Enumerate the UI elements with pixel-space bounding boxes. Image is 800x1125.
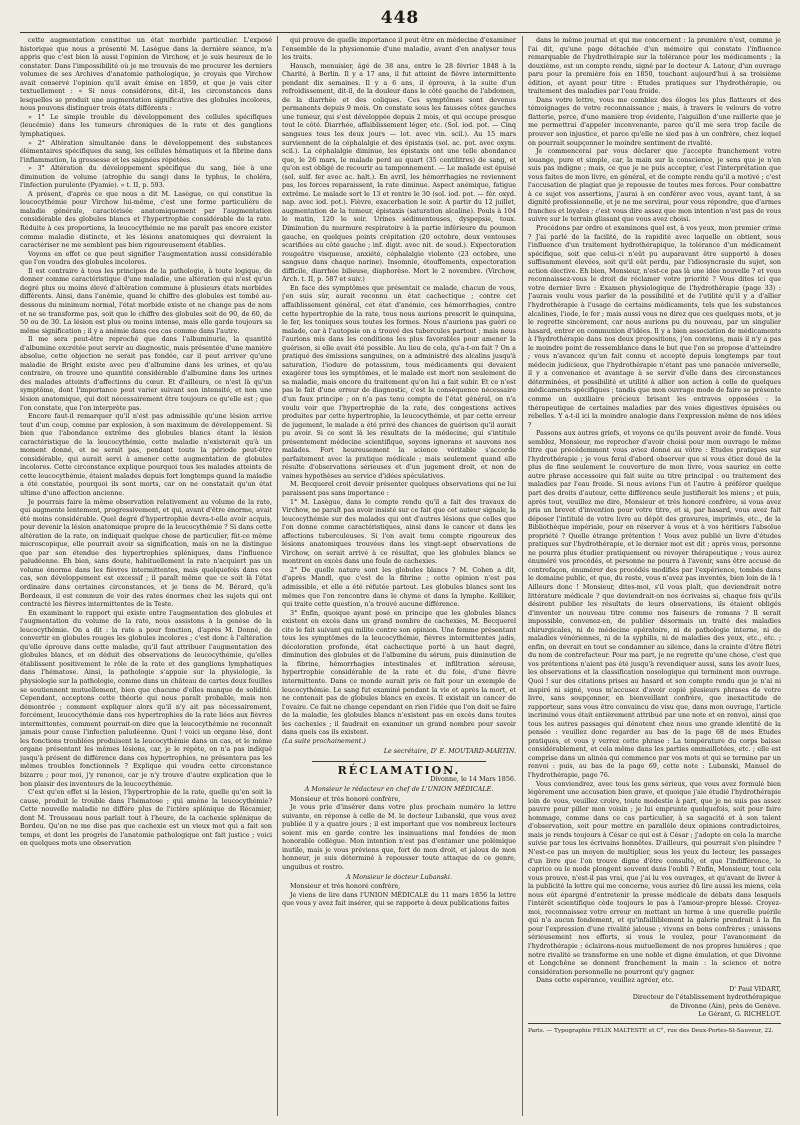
column-1 (20, 36, 272, 1114)
paragraph: Dans votre lettre, vous me comblez des éloges les plus flatteurs et des témoignages de votre reconnaissance ; mais, à travers le velours de votre flatterie, perce, d'une manière trop évidente, l'aiguillon d'une raillerie que je me permettrai d'appeler inconvenante, parce qu'il me sera trop facile de prouver son injustice, et parce qu'elle ne sied pas à un confrère, chez lequel on pourrait soupçonner le moindre sentiment de rivalité. (528, 95, 781, 147)
paragraph: Je vous prie d'insérer dans votre plus prochain numéro la lettre suivante, en réponse à celle de M. le docteur Lubanski, que vous avez publiée il y a quatre jours ; il est important que vos nombreux lecteurs soient mis en garde contre les insinuations mal fondées de mon honorable collègue. Mon intention n'est pas d'entamer une polémique inutile, mais je vous préviens que, fort de mon droit, et jaloux de mon honneur, je suis déterminé à repousser toute attaque de ce genre, unguibus et rostro. (282, 803, 516, 871)
paragraph: Je viens de lire dans l'UNION MÉDICALE du 11 mars 1856 la lettre que vous y avez fait insérer, qui se rapporte à deux publications faites (282, 890, 516, 908)
column-2 (282, 36, 516, 1114)
paragraph: Hausch, menuisier, âgé de 38 ans, entre le 28 février 1848 à la Charité, à Berlin. Il y a 17 ans, il fut atteint de fièvre intermittente pendant dix semaines. Il y a 6 ans, il éprouva, à la suite d'un refroidissement, dit-il, de la douleur dans le côté gauche de l'abdomen, de la diarrhée et des coliques. Ces symptômes sont devenus permanents depuis 9 mois. On constate sous les fausses côtes gauches une tumeur, qui s'est développée depuis 2 mois, et qui occupe presque tout le côté. Diarrhée, affaiblissement léger, etc. (Sol. iod. pot. — Cinq sangsues tous les deux jours — lot. avec vin. scil.). Au 15 mars surviennent de la céphalalgie et des épistaxis (sol. ac. pot. avec oxym. scil.). La céphalalgie diminue, les épistaxis ont une telle abondance que, le 26 mars, le malade perd au quart (35 centilitres) de sang, et qu'on est obligé de recourir au tamponnement. — Le malade est épuisé (sol. sulf. fer avec ac. halt.). En avril, les hémorrhagies ne reviennent pas, les forces reparaissent, la rate diminue. Aspect anémique, fatigue extrême. Le malade sort le 13 et rentre le 30 (sol. iod. pot. — fér. oxyd. nap. avec iod. pot.). Fièvre, exacerbation le soir. A partir du 12 juillet, augmentation de la tumeur, épistaxis (saturation alcaline). Pouls à 104 le matin, 120 le soir. Urines sédimenteuses, dyspepsie, toux. Diminution du murmure respiratoire à la partie inférieure du poumon gauche, en quelques points crépitation (20 octobre, deux ventouses scarifiées au côté gauche ; inf. digit. avec nit. de soud.). Expectoration rougeâtre visqueuse, anxiété, céphalalgie violente (23 octobre, une sangsue dans chaque narine). Insomnie, étouffements, expectoration difficile, diarrhée bilieuse, diaphorèse. Mort le 2 novembre. (Virchow, Arch. t. II, p. 587 et suiv.) (282, 61, 516, 284)
footer-rule (528, 1023, 781, 1024)
paragraph: Procédons par ordre et examinons quel est, à vos yeux, mon premier crime ? J'ai parlé de la facilité, de la rapidité avec laquelle on obtient, sous l'influence d'un traitement hydrothérapique, la tolérance d'un médicament spécifique, soit que celui-ci n'eût pu auparavant être supporté à doses suffisamment élevées, soit qu'il eût perdu, par l'idiosyncrasie du sujet, son action élective. Eh bien, Monsieur, n'est-ce pas là une idée nouvelle ? et vous reconnaissez-vous le droit de réclamer votre priorité ? Vous dites ici que votre dernier livre : Examen physiologique de l'hydrothérapie (page 33) : J'aurais voulu vous parler de la possibilité et de l'utilité qu'il y a d'allier l'hydrothérapie à l'usage de certains médicaments, tels que les substances alcalines, l'iode, le fer ; mais aussi vous ne direz que ces quelques mots, et je le regrette sincèrement, car nous aurions pu du nouveau, par un singulier hasard, entrer en communion d'idées. Il y a bien association de médicaments à l'hydrothérapie dans nos deux propositions, j'en conviens, mais il n'y a pas le moindre point de ressemblance dans le but que l'on se propose d'atteindre ; vous n'avancez qu'un fait connu et accepté depuis longtemps par tout médecin judicieux, que l'hydrothérapie n'étant pas une panacée universelle, il y a convenance et avantage à se servir d'elle dans des circonstances déterminées, et possibilité et utilité à allier son action à celle de quelques médicaments spécifiques ; tandis que mon ouvrage mode de faire se présente comme un auxiliaire précieux brisant les entraves opposées : la thérapeutique de certaines maladies par des voies digestives épuisées ou rebelles. Y a-t-il ici la moindre analogie dans l'expression même de nos idées ? (528, 224, 781, 429)
paragraph: cette augmentation constitue un état morbide particulier. L'exposé historique que nous a présenté M. Lasègue dans la dernière séance, m'a appris que c'est bien là aussi l'opinion de Virchow, et je suis heureux de le constater. Dans l'impossibilité où je me trouvais de me procurer les derniers volumes de ses Archives d'anatomie pathologique, je croyais que Virchow avait conservé l'opinion qu'il avait émise en 1859, et que je vais citer textuellement : « Si nous considérons, dit-il, les circonstances dans lesquelles se produit une augmentation significative des globules incolores, nous pouvons distinguer trois états différents : (20, 36, 272, 113)
paragraph: Voyons en effet ce que peut signifier l'augmentation aussi considérable que l'on voudra des globules incolores. (20, 249, 272, 267)
paragraph: 1° M. Lasègue, dans le compte rendu qu'il a fait des travaux de Virchow, ne paraît pas avoir insisté sur ce fait que cet auteur signale, la leucocythémie sur des malades qui ont d'autres lésions que celles que l'on donne comme caractéristiques, ainsi dans le cancer et dans les affections tuberculeuses. Si l'on avait tenu compte rigoureux des lésions anatomiques trouvées dans les vingt-sept observations de Virchow, on serait arrivé à ce résultat, que les globules blancs se montrent en excès dans une foule de cachexies. (282, 497, 516, 566)
salutation: Monsieur et très honoré confrère, (290, 882, 401, 891)
paragraph: Il est contraire à tous les principes de la pathologie, à toute logique, de donner comme caractéristique d'une maladie, une altération qui n'est qu'un degré plus ou moins élevé d'altération commune à plusieurs états morbides différents. Ainsi, dans l'anémie, quand le chiffre des globules est tombé au-dessous du minimum normal, l'état morbide existe et ne change pas de nom et ne se transforme pas, soit que le chiffre des globules soit de 90, de 60, de 50 ou de 30. La lésion est plus ou moins intense, mais elle garde toujours sa même signification ; il y a anémie dans ces cas comme dans l'autre. (20, 266, 272, 335)
signature-title: Directeur de l'établissement hydrothérapique (632, 993, 781, 1002)
header-rule (20, 32, 780, 33)
column-rule-2 (522, 36, 523, 1116)
paragraph: En examinant le rapport qui existe entre l'augmentation des globules et l'augmentation du volume de la rate, nous assistons à la genèse de la leucocythémie. On a dit : la rate a pour fonction, d'après M. Donné, de convertir en globules rouges les globules incolores ; c'est donc à l'altération qu'elle éprouve dans cette maladie, qu'il faut attribuer l'augmentation des globules blancs, et on déduit des observations de leucocythémie, qu'elles établissent positivement le rôle de la rate et des ganglions lymphatiques dans l'hématose. Ainsi, la pathologie s'appuie sur la physiologie, la physiologie sur la pathologie, comme dans un château de cartes deux feuilles se soutiennent mutuellement, bien que chacune d'elles manque de solidité. Cependant, acceptons cette théorie qui nous paraît probable, mais non démontrée ; comment expliquer alors qu'il n'y ait pas nécessairement, forcément, leucocythémie dans ces hypertrophies de la rate liées aux fièvres intermittentes, comment pourrait-on dire que la leucocythémie ne reconnaît jamais pour cause l'infection paludéenne. Quoi ! voici un organe lésé, dont les fonctions troublées produisent la leucocythémie dans un cas, et le même organe présentant les mêmes lésions, car, je le répète, on n'a pas indiqué jusqu'à présent de différence dans ces hypertrophies, ne présentera pas les mêmes troubles fonctionnels ? Explique qui voudra cette circonstance bizarre ; pour moi, j'y renonce, car je n'y trouve d'autre explication que le bon plaisir des inventeurs de la leucocythémie. (20, 608, 272, 788)
secretary-signature: Le secrétaire, D' E. MOUTARD-MARTIN. (383, 747, 516, 756)
paragraph: C'est qu'en effet si la lésion, l'hypertrophie de la rate, quelle qu'en soit la cause, produit le trouble dans l'hématose ; qui amène la leucocythémie? Cette nouvelle maladie ne différe plus de l'ictère splénique de Récamier, dont M. Trousseau nous parlait tout à l'heure, de la cachexie splénique de Bordeu. Qu'on ne me dise pas que cachexie est un vieux mot qui a fait son temps, et dont les progrès de l'anatomie pathologique ont fait justice ; voici en quelques mots une observation (20, 788, 272, 848)
section-divider (312, 761, 486, 762)
dateline: Divonne, le 14 Mars 1856. (430, 775, 516, 784)
paragraph: A présent, d'après ce que nous a dit M. Lasègue, ce qui constitue la leucocythémie pour Virchow lui-même, c'est une forme particulière de maladie générale, caractérisée anatomiquement par l'augmentation considérable des globules blancs et l'hypertrophie considérable de la rate. Réduite à ces proportions, la leucocythémie ne me paraît pas encore exister comme maladie distincte, et les lésions anatomiques qui devraient la caractériser ne me semblent pas bien rigoureusement établies. (20, 189, 272, 250)
paragraph: Je pourrais faire la même observation relativement au volume de la rate, qui augmente lentement, progressivement, et qui, avant d'être énorme, avait été moins considérable. Quel degré d'hypertrophie devra-t-elle avoir acquis, pour devenir la lésion anatomique propre de la leucocythémie ? Si dans cette altération de la rate, on indiquait quelque chose de particulier, fût-ce même microscopique, elle pourrait avoir sa signification, mais on ne la distingue que par son étendue des hypertrophies spléniques, dans l'influence paludéenne. Eh bien, sans doute, habituellement la rate n'acquiert pas un volume énorme dans les fièvres intermittentes, mais quelquefois dans ces cas, son développement est excessif ; il paraît même que ce soit là l'état ordinaire dans certaines circonstances, et je tiens de M. Bérard, qu'à Bordeaux, il est commun de voir des rates énormes chez les sujets qui ont contracté les fièvres intermittentes de la Teste. (20, 497, 272, 609)
paragraph: Passons aux autres griefs, et voyons ce qu'ils peuvent avoir de fondé. Vous semblez, Monsieur, me reprocher d'avoir choisi pour mon ouvrage le même titre que précédemment vous aviez donné au vôtre : Etudes pratiques sur l'hydrothérapie ; je vous ferai d'abord observer que si vous étiez doué de la plus de fine seulement le couverture de mon livre, vous sauriez en cette autre phrase accessoire qui fait suite au titre principal : ou traitement des maladies par l'eau froide. Si nous avions l'un et l'autre à préférer quelque part des droits d'auteur, cette différence seule justifierait les miens ; et puis, après tout, veuillez me dire, Monsieur et très honoré confrère, si vous avez pris un brevet d'invention pour votre titre, et si, par hasard, vous avez fait déposer l'intitulé de votre livre au dépôt des gravures, imprimés, etc., de la Bibliothèque impériale, pour en réserver à vous et à vos héritiers l'absolue propriété ? Quelle étrange prétention ! Vous avez publié un livre d'études pratiques sur l'hydrothérapie, et le dernier mot est dit ; après vous, personne ne pourra plus étudier pratiquement ou revoyer thérapeutique ; vous aurez énuméré vos procédés, et personne ne pourra à l'avenir, sans être accusé de contrefaçon, énumérer des procédés modifiés par l'expérience, tombés dans le domaine public, et que, du reste, vous n'avez pas inventés, bien loin de là ! Ailleurs donc ! Monsieur, dites-moi, s'il vous plaît, que deviendrait notre littérature médicale ? que deviendrait-on nos écrivains si, chaque fois qu'ils désirent publier les résultats de leurs observations, ils étaient obligés d'inventer un nouveau titre comme nos faiseurs de romans ? Il serait impossible, convenez-en, de publier désormais un traité des maladies chirurgicales, ni de médecine opératoire, ni de pathologie interne, ni de maladies vénériennes, ni de la syphilis, ni de maladies des yeux, etc., etc. ; enfin, on devrait en tout se condamner au silence, dans la crainte d'être flétri du nom de contrefacteur. Pour ma part, je ne regrette qu'une chose, c'est que vos prétentions n'aient pas été jusqu'à revendiquer aussi, sans les avoir lues, les observations et la classification nosologique qui terminent mon ouvrage. Quoi ! sur des citations prises au hasard et son compte rendu que je n'ai ni inspiré ni signé, vous m'accusez d'avoir copié plusieurs phrases de votre livre, sans soupçonner, en bienveillant confrère, que inexactitude de rapporteur, sans vous être convaincu de visu que, dans mon ouvrage, l'article incriminé vous était entièrement attribué par une note et en renvoi, ainsi que tous les autres passages qui dénotent chez nous une grande identité de la pensée : veuillez donc regarder au bas de la page 68 de mes Etudes pratiques, et vous y verrez cette phrase : La température du corps baisse considérablement, et cela même dans les parties emmaillotées, etc. ; elle est comprise dans un alinéa qui commence par vos mots et qui se termine par un renvoi : puis, au bas de la page 69, cette note : Lubanski, Manuel de l'hydrothérapie, page 76. (528, 429, 781, 780)
paragraph: Encore faut-il remarquer qu'il n'est pas admissible qu'une lésion arrive tout d'un coup, comme par explosion, à son maximum de développement. Si bien que l'abondance extrême des globules blancs étant la lésion caractéristique de la leucocythémie, cette maladie n'existerait qu'à un moment donné, et ne serait pas, pendant toute la période peut-être considérable, qui aurait servi à amener cette augmentation de globules incolores. Cette circonstance explique pourquoi tous les malades atteints de cette leucocythémie, étaient malades depuis fort longtemps quand la maladie a été constatée, pourquoi ils sont morts, car on ne constatait qu'un état ultime d'une affection ancienne. (20, 412, 272, 497)
paragraph: » 1° Le simple trouble du développement des cellules spécifiques (leucémie) dans les tumeurs chroniques de la rate et des ganglions lymphatiques. (20, 112, 272, 139)
paragraph: Je commencerai par vous déclarer que j'accepte franchement votre louange, pure et simple, car, la main sur la conscience, je sens que je n'en suis pas indigne ; mais, ce que je ne puis accepter, c'est l'interprétation que vous faites de mon livre, en général, et de compte rendu qu'il a motivé ; c'est l'accusation de plagiat que je repousse de toutes mes forces. Pour combattre à ce sujet vos assertions, j'aurai à en conférer avec vous, ayant tant, à sa dignité professionnelle, et je ne me servirai, pour vous répondre, que d'armes franches et loyales ; c'est vous dire assez que mon intention n'est pas de vous suivre sur le terrain glissant que vous avez choisi. (528, 147, 781, 224)
paragraph: M. Becquerel croit devoir présenter quelques observations qui ne lui paraissent pas sans importance : (282, 480, 516, 497)
reclamation-title: RÉCLAMATION. (337, 763, 461, 777)
column-rule-1 (277, 36, 278, 1116)
paragraph: En face des symptômes que présentait ce malade, chacun de vous, j'en suis sûr, aurait reconnu un état cachectique ; contre cet affaiblissement général, cet état d'anémie, ces hémorrhagies, contre cette hypertrophie de la rate, tous nous aurions prescrit le quinquina, le fer, les toniques sous toutes les formes. Nous n'aurions pas guéri ce malade, car à l'autopsie on a trouvé des tubercules partout ; mais nous l'aurions mis dans les conditions les plus favorables pour amener la guérison, si elle avait été possible. Au lieu de cela, qu'a-t-on fait ? On a pratiqué des émissions sanguines, on a administré des alcalins jusqu'à saturation, l'iodure de potassium, tous médicaments qui devaient exagérer tous les symptômes, et le malade est mort non seulement de sa maladie, mais encore du traitement qu'on lui a fait subir. Et ce n'est pas le fait d'une erreur de diagnostic, c'est la conséquence nécessaire d'un faux principe ; on n'a pas tenu compte de l'état général, on n'a voulu voir que l'hypertrophie de la rate, des congestions actives produites par cette hypertrophie, la leucocythémie, et par cette erreur de jugement, le malade a été privé des chances de guérison qu'il aurait pu avoir. Si ce sont là les résultats de la médecine, qui s'intitule présentement médecine scientifique, soyons ignorans et sauvons nos malades. Fort heureusement la science véritable s'accorde parfaitement avec la pratique médicale ; mais seulement quand elle résulte d'observations sérieuses et d'un jugement droit, et non de vaines hypothèses au service d'idées spéculatives. (282, 283, 516, 480)
signature-place: de Divonne (Ain), près de Genève. (670, 1001, 781, 1010)
paragraph: » 2° Altération simultanée dans le développement des substances élémentaires spécifiques du sang, les cellules hématiques et la fibrine dans l'inflammation, la grossesse et les saignées répétées. (20, 138, 272, 164)
paragraph: 2° De quelle nature sont les globules blancs ? M. Cohen a dit, d'après Mandl, que c'est de la fibrine ; cette opinion n'est pas admissible, et elle a été réfutée partout. Les globules blancs sont les mêmes que l'on rencontre dans le chyme et dans la lymphe. Kolliker, qui traite cette question, n'a trouvé aucune différence. (282, 565, 516, 609)
column-3 (528, 36, 781, 1114)
paragraph: dans le même journal et qui me concernent : la première n'est, comme je l'ai dit, qu'une page détachée d'un mémoire qui constate l'influence remarquable de l'hydrothérapie sur la tolérance pour les médicaments ; la deuxième, est un compte rendu, signé par le docteur A. Latour, d'un ouvrage paru pour la première fois en 1850, touchant aujourd'hui à sa troisième édition, et ayant pour titre : Etudes pratiques sur l'hydrothérapie, ou traitement des maladies par l'eau froide. (528, 36, 781, 96)
page-number: 448 (380, 8, 420, 28)
letter-address: A Monsieur le docteur Lubanski. (346, 872, 452, 881)
gerant-line: Le Gérant, G. RICHELOT. (698, 1010, 781, 1019)
salutation: Monsieur et très honoré confrère, (290, 794, 401, 803)
paragraph: 3° Enfin, quoique ayant posé en principe que les globules blancs existent en excès dans un grand nombre de cachexies, M. Becquerel cite le fait suivant qui milite contre son opinion. Une femme présentant tous les symptômes de la leucocythémie, fièvres intermittentes jadis, décoloration profonde, état cachectique porté à un haut degré, diminution des globules et de l'albumine du sérum, puis diminution de la fibrine, hémorrhagies intestinales et infiltration séreuse, hypertrophie considérable de la rate et du foie, d'une fièvre intermittente. Dans ce monde aurait pris ce fait pour un exemple de leucocythémie. Le sang fut examiné pendant la vie et après la mort, et ne contenait pas de globules blancs en excès. Il existait un cancer de l'ovaire. Ce fait ne change cependant en rien l'idée que l'on doit se faire de la maladie, les globules blancs n'existent pas en excès dans toutes les cachexies ; il faudrait en examiner un grand nombre pour savoir dans quels cas ils existent. (282, 608, 516, 737)
printer-line: Paris. — Typographie FÉLIX MALTESTE et C°, rue des Deux-Portes-St-Sauveur, 22. (528, 1027, 774, 1034)
paragraph: » 3° Altération du développement spécifique du sang, liée à une diminution de volume (atrophie du sang) dans le typhus, le choléra, l'infection purulente (Pyamie). » t. II, p. 593. (20, 164, 272, 190)
continued-note: (La suite prochainement.) (282, 736, 366, 745)
paragraph: Vous conviendrez, avec tous les gens sérieux, que vous avez formulé bien légèrement une accusation bien grave, et quoique j'aie étudié l'hydrothérapie loin de vous, veuillez croire, toute modestie à part, que je ne suis pas assez pauvre pour piller mon voisin ; je lui emprunte quelquefois, soit pour faire hommage, comme dans ce cas particulier, à sa sagacité et à son talent d'observation, soit pour mettre en parallèle deux opinions contradictoires, mais je rends toujours à César ce qui est à César ; j'adopte en cela la marche suivie par tous les écrivains honnêtes. D'ailleurs, qui pourrait s'en plaindre ? N'est-ce pas un moyen de multiplier, sous les yeux du lecteur, les passages d'un livre que l'on trouve digne d'être consulté, et que l'indifférence, le caprice ou le mode plongent souvent dans l'oubli ? Enfin, Monsieur, tout cela vous prouve, n'est-il pas vrai, que j'ai lu vos ouvrages, et qu'avant de livrer à la publicité la lettre qui me concerne, vous auriez dû lire aussi les miens, cela nous eût épargné d'entretenir la presse médicale de débats dans lesquels l'intérêt scientifique cède toujours le pas à l'amour-propre blessé. Croyez-moi, reconnaissez votre erreur en mettant un terme à une querelle puérile qui n'a aucun fondement, et qu'infailliblement la galerie prendrait à la fin pour l'expression d'une rivalité jalouse ; vivons en bons confrères ; unissons sérieusement nos efforts, si vous le voulez, pour l'avancement de l'hydrothérapie ; éclairons-nous mutuellement de nos propres lumières ; que notre rivalité se transforme en une noble et digne émulation, et que Divonne et Longchêne se donnent franchement la main : la science et notre considération personnelle ne pourront qu'y gagner. (528, 779, 781, 976)
signature-name: D' Paul VIDART, (729, 984, 781, 993)
paragraph: Dans cette espérance, veuillez agréer, etc. (536, 976, 674, 985)
paragraph: Il me sera peut-être reproché que dans l'albuminurie, la quantité d'albumine excrétée peut servir au diagnostic, mais présentée d'une manière absolue, cette objection ne serait pas fondée, car il peut arriver qu'une maladie de Bright existe avec peu d'albumine dans les urines, et qu'au contraire, on trouve une quantité considérable d'albumine dans les urines des malades atteints d'affections du cœur. Et d'ailleurs, ce n'est là qu'un symptôme, dont l'importance peut varier suivant son intensité, et non une lésion anatomique, qui doit nécessairement être toujours ce qu'elle est ; que l'on constate, que l'on interprète pas. (20, 335, 272, 412)
paragraph: qui prouve de quelle importance il peut être en médecine d'examiner l'ensemble de la physionomie d'une maladie, avant d'en analyser tous les traits. (282, 36, 516, 62)
letter-address: A Monsieur le rédacteur en chef de L'UNION MÉDICALE. (304, 785, 494, 794)
